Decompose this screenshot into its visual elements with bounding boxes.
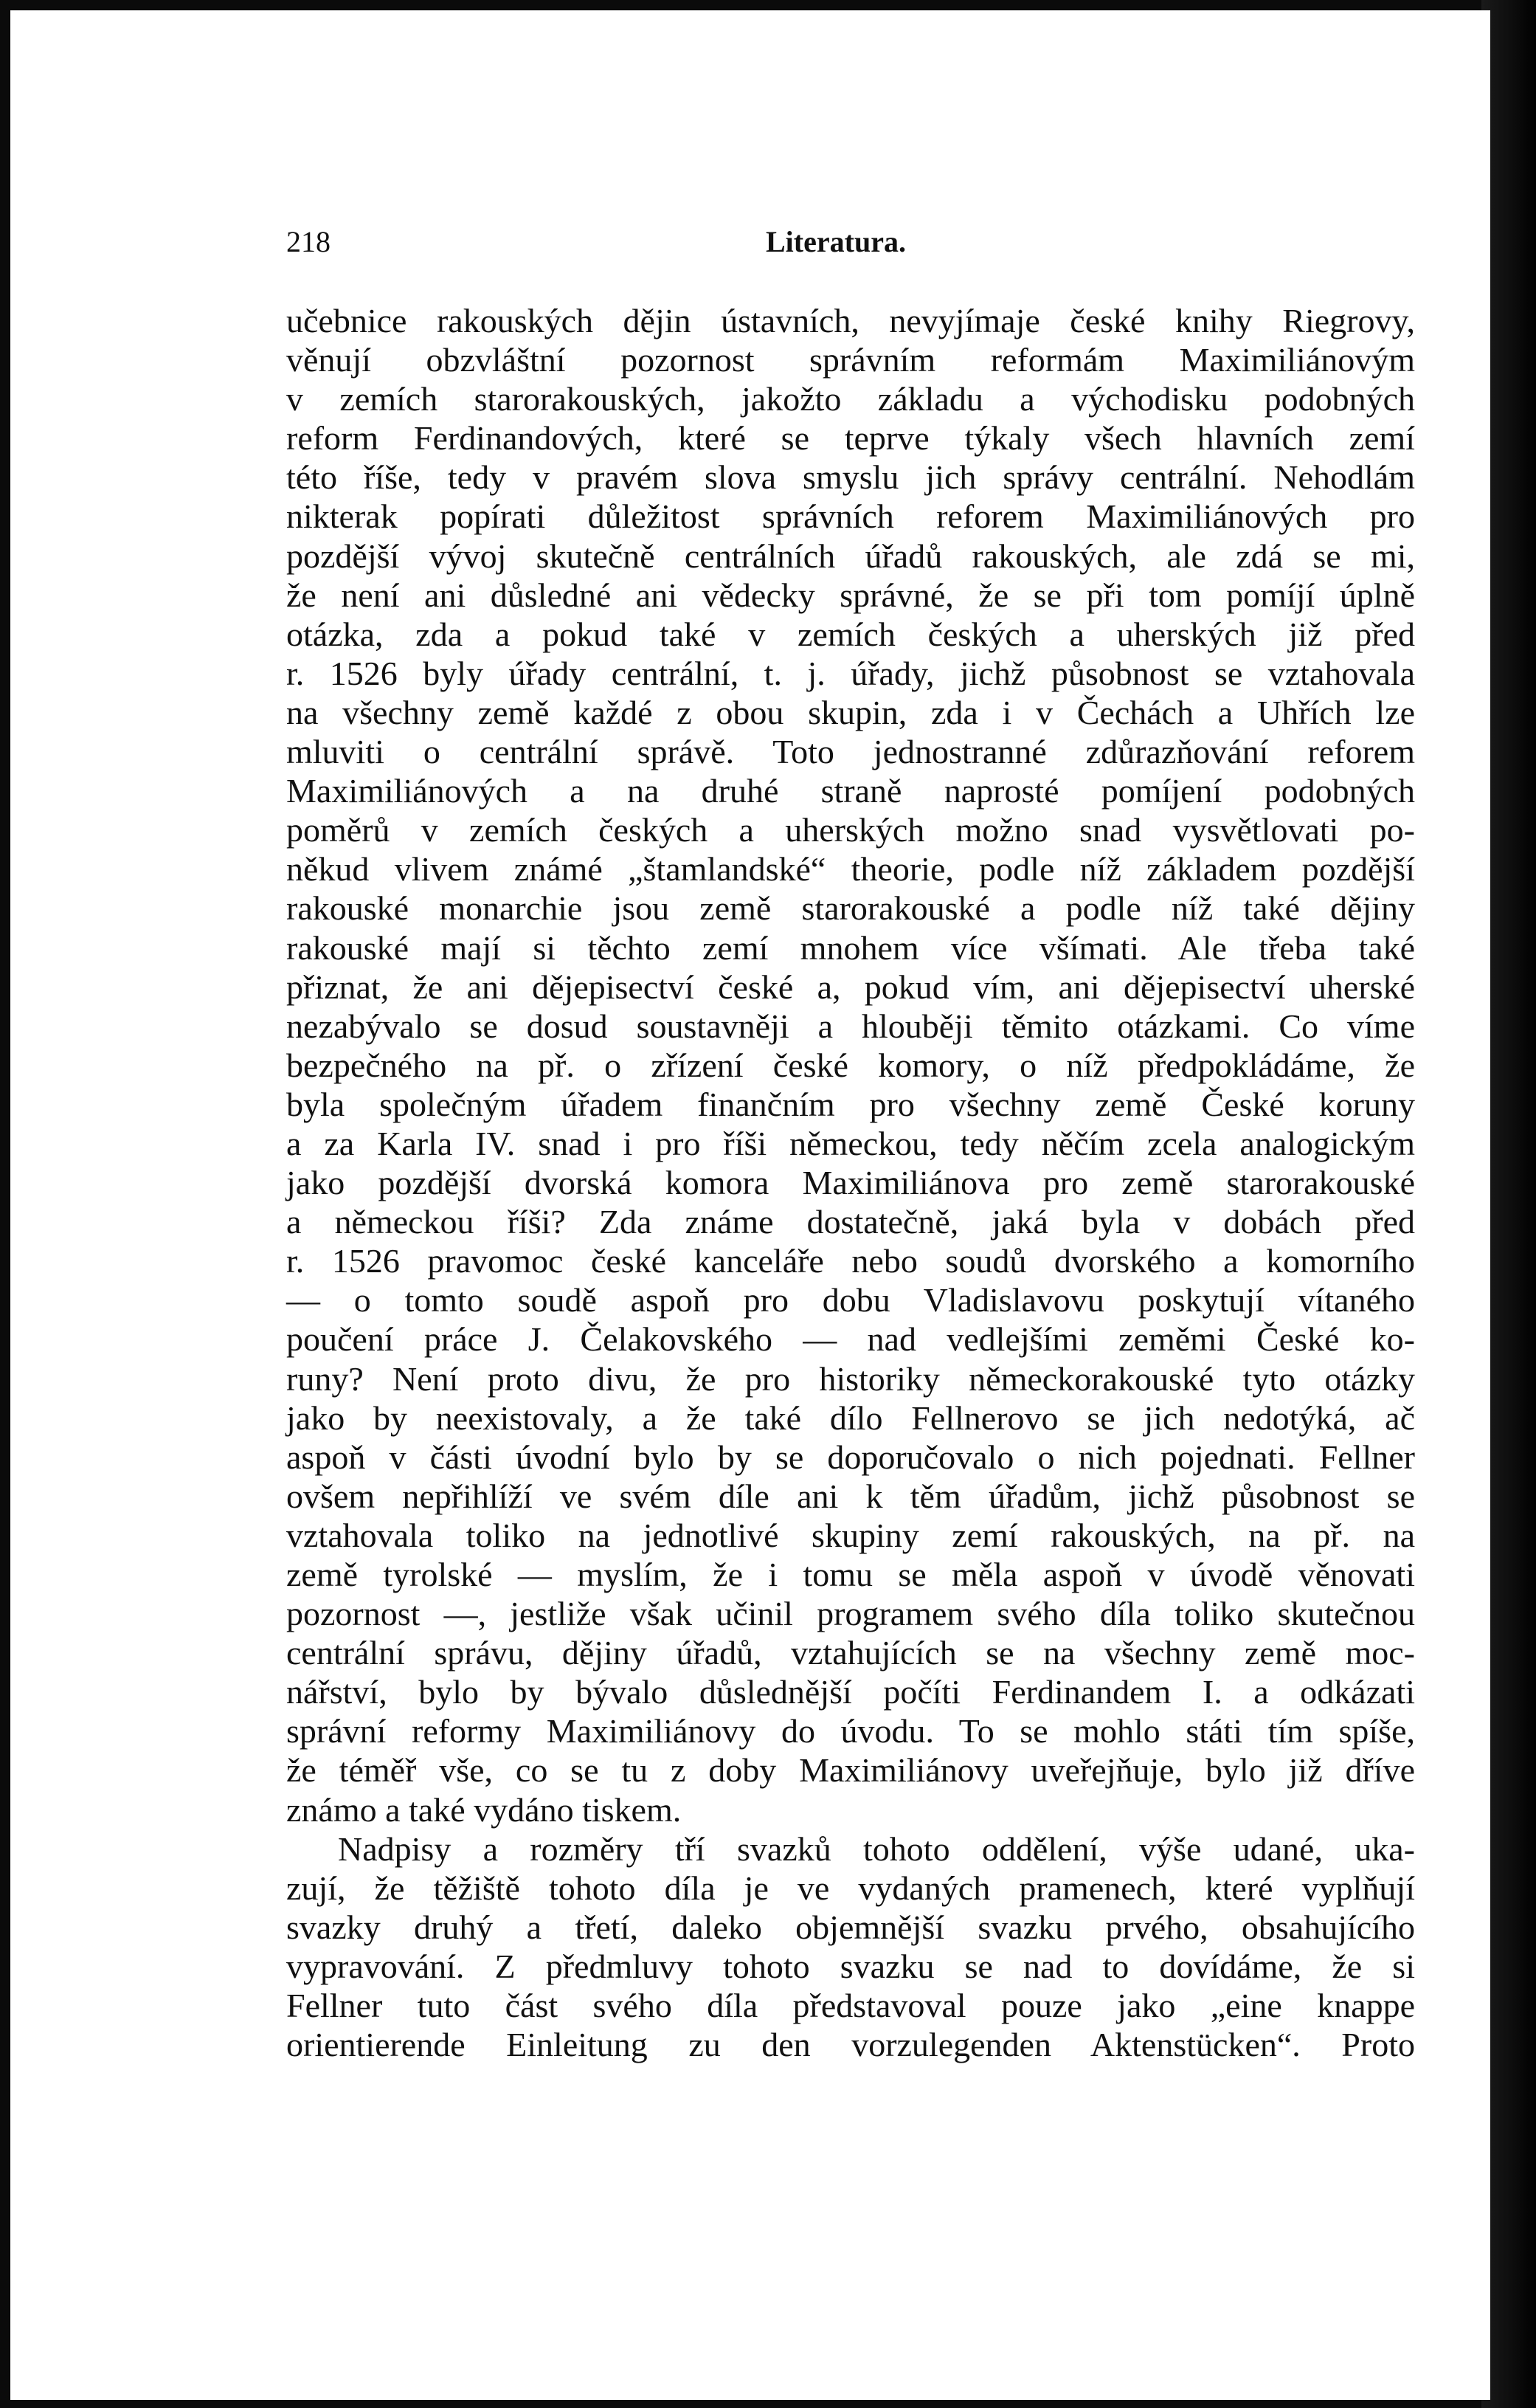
text-line: centrální správu, dějiny úřadů, vztahujících se na všechny země moc- [286, 1634, 1415, 1672]
text-line: poučení práce J. Čelakovského — nad vedlejšími zeměmi České ko- [286, 1320, 1415, 1359]
text-line: že není ani důsledné ani vědecky správné, že se při tom pomíjí úplně [286, 576, 1415, 614]
body-text [286, 301, 1415, 2064]
text-line: otázka, zda a pokud také v zemích českých a uherských již před [286, 615, 1415, 653]
text-line: pozdější vývoj skutečně centrálních úřadů rakouských, ale zdá se mi, [286, 537, 1415, 575]
text-line: vztahovala toliko na jednotlivé skupiny zemí rakouských, na př. na [286, 1516, 1415, 1554]
text-line: mluviti o centrální správě. Toto jednostranné zdůrazňování reforem [286, 733, 1415, 771]
text-line: Maximiliánových a na druhé straně naprosté pomíjení podobných [286, 772, 1415, 810]
text-line: nářství, bylo by bývalo důslednější počíti Ferdinandem I. a odkázati [286, 1673, 1415, 1711]
text-line: věnují obzvláštní pozornost správním reformám Maximiliánovým [286, 341, 1415, 379]
text-line: že téměř vše, co se tu z doby Maximiliánovy uveřejňuje, bylo již dříve [286, 1751, 1415, 1790]
text-line: jako pozdější dvorská komora Maximiliánova pro země starorakouské [286, 1164, 1415, 1202]
text-line: zují, že těžiště tohoto díla je ve vydaných pramenech, které vyplňují [286, 1869, 1415, 1907]
text-line: správní reformy Maximiliánovy do úvodu. To se mohlo státi tím spíše, [286, 1712, 1415, 1750]
text-line: rakouské monarchie jsou země starorakouské a podle níž také dějiny [286, 889, 1415, 928]
text-line: Nadpisy a rozměry tří svazků tohoto oddělení, výše udané, uka- [338, 1829, 1415, 1868]
text-line: pozornost —, jestliže však učinil programem svého díla toliko skutečnou [286, 1595, 1415, 1633]
text-line: někud vlivem známé „štamlandské“ theorie, podle níž základem pozdější [286, 850, 1415, 889]
text-line: poměrů v zemích českých a uherských možno snad vysvětlovati po- [286, 811, 1415, 849]
text-line: vypravování. Z předmluvy tohoto svazku se nad to dovídáme, že si [286, 1947, 1415, 1985]
text-line: známo a také vydáno tiskem. [286, 1790, 682, 1829]
text-line: byla společným úřadem finančním pro všechny země České koruny [286, 1085, 1415, 1123]
text-line: nikterak popírati důležitost správních reforem Maximiliánových pro [286, 497, 1415, 536]
page-header [286, 220, 1415, 264]
text-line: a za Karla IV. snad i pro říši německou, tedy něčím zcela analogickým [286, 1124, 1415, 1162]
text-line: rakouské mají si těchto zemí mnohem více všímati. Ale třeba také [286, 928, 1415, 967]
text-line: země tyrolské — myslím, že i tomu se měla aspoň v úvodě věnovati [286, 1556, 1415, 1593]
page-number: 218 [286, 225, 331, 258]
text-line: této říše, tedy v pravém slova smyslu jich správy centrální. Nehodlám [286, 458, 1415, 497]
text-line: ovšem nepřihlíží ve svém díle ani k těm úřadům, jichž působnost se [286, 1477, 1415, 1515]
text-line: runy? Není proto divu, že pro historiky německorakouské tyto otázky [286, 1359, 1415, 1398]
text-line: jako by neexistovaly, a že také dílo Fellnerovo se jich nedotýká, ač [286, 1398, 1415, 1437]
text-line: r. 1526 pravomoc české kanceláře nebo soudů dvorského a komorního [286, 1242, 1415, 1280]
text-line: bezpečného na př. o zřízení české komory, o níž předpokládáme, že [286, 1046, 1415, 1084]
text-line: a německou říši? Zda známe dostatečně, jaká byla v dobách před [286, 1203, 1415, 1241]
text-line: přiznat, že ani dějepisectví české a, pokud vím, ani dějepisectví uherské [286, 967, 1415, 1006]
text-line: r. 1526 byly úřady centrální, t. j. úřady, jichž působnost se vztahovala [286, 654, 1415, 692]
text-line: — o tomto soudě aspoň pro dobu Vladislavovu poskytují vítaného [286, 1281, 1415, 1319]
text-line: nezabývalo se dosud soustavněji a hlouběji těmito otázkami. Co víme [286, 1007, 1415, 1045]
text-line: svazky druhý a třetí, daleko objemnější svazku prvého, obsahujícího [286, 1908, 1415, 1946]
text-line: reform Ferdinandových, které se teprve týkaly všech hlavních zemí [286, 419, 1415, 458]
text-line: Fellner tuto část svého díla představoval pouze jako „eine knappe [286, 1987, 1415, 2025]
text-line: na všechny země každé z obou skupin, zda i v Čechách a Uhřích lze [286, 693, 1415, 731]
text-line: učebnice rakouských dějin ústavních, nevyjímaje české knihy Riegrovy, [286, 302, 1415, 339]
text-line: aspoň v části úvodní bylo by se doporučovalo o nich pojednati. Fellner [286, 1438, 1415, 1476]
running-head: Literatura. [766, 225, 906, 258]
text-line: v zemích starorakouských, jakožto základu a východisku podobných [286, 380, 1415, 418]
text-line: orientierende Einleitung zu den vorzulegenden Aktenstücken“. Proto [286, 2026, 1415, 2064]
